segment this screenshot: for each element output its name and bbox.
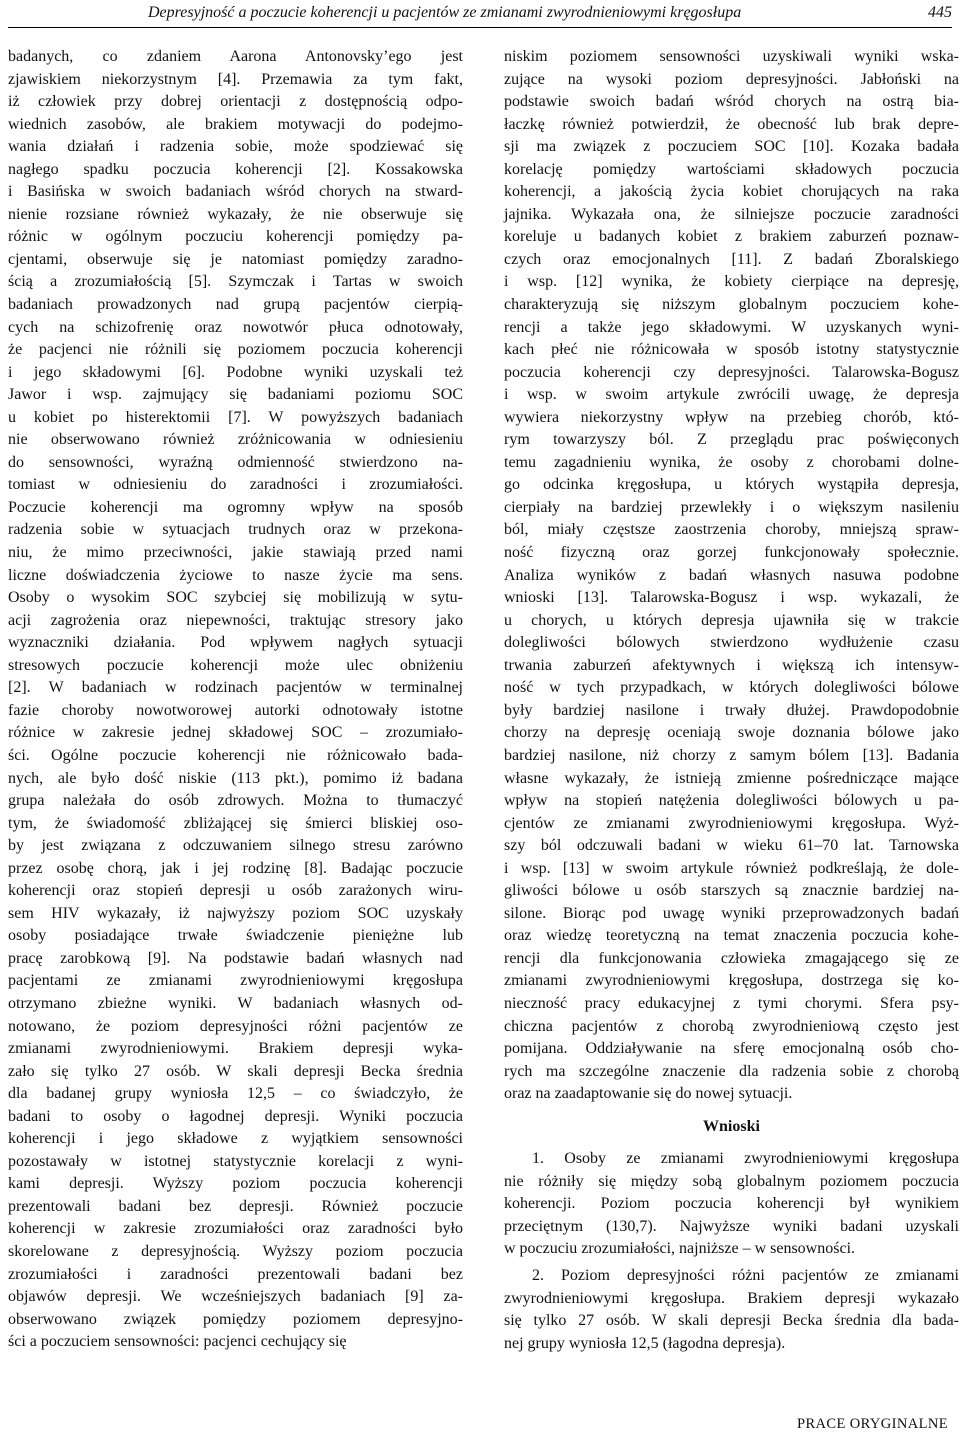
text-line: zmianami zwyrodnieniowymi. Brakiem depresji wyka- <box>8 1040 463 1058</box>
text-line: stresowych poczucie koherencji może ulec obniżeniu <box>8 656 463 674</box>
text-line: [2]. W badaniach w rodzinach pacjentów w terminalnej <box>8 679 463 697</box>
text-line: rencji dla funkcjonowania człowieka zmagającego się ze <box>504 949 959 967</box>
text-line: w poczuciu zrozumiałości, najniższe – w sensowności. <box>504 1240 856 1258</box>
text-line: wiednich zasobów, ale brakiem motywacji do podejmo- <box>8 115 463 133</box>
running-header <box>0 0 960 36</box>
text-line: Analiza wyników z badań własnych nasuwa podobne <box>504 566 959 584</box>
text-line: radzenia sobie w sytuacjach trudnych oraz w przekona- <box>8 521 463 539</box>
text-line: cjentów ze zmianami zwyrodnieniowymi kręgosłupa. Wyż- <box>504 814 959 832</box>
right-column <box>504 46 959 1355</box>
text-line: wania działań i radzenia sobie, może spodziewać się <box>8 138 463 156</box>
left-column <box>8 46 463 1354</box>
text-line: pozostawały w istotnej statystycznie korelacji z wyni- <box>8 1152 463 1170</box>
text-line: nych, ale było dość niskie (113 pkt.), pomimo iż badana <box>8 769 463 787</box>
text-line: obserwowano związek pomiędzy poziomem depresyjno- <box>8 1310 463 1328</box>
text-line: prezentowali badani bez depresji. Również poczucie <box>8 1197 463 1215</box>
text-line: koherencji. Poziom poczucia koherencji był wynikiem <box>504 1195 959 1213</box>
text-line: i wsp. [13] w swoim artykule również podkreślają, że dole- <box>504 859 959 877</box>
text-line: dla badanej grupy wyniosła 12,5 – co świadczyło, że <box>8 1085 463 1103</box>
text-line: wpływ na stopień natężenia dolegliwości bólowych u pa- <box>504 792 959 810</box>
text-line: podstawie swoich badań wśród chorych na ostrą bia- <box>504 93 959 111</box>
text-line: cjentami, obserwuje się je natomiast pomiędzy zaradno- <box>8 250 463 268</box>
text-line: zujące na wysoki poziom depresyjności. Jabłoński na <box>504 70 959 88</box>
text-line: poczucia koherencji czy depresyjności. Talarowska-Bogusz <box>504 363 959 381</box>
section-gap <box>504 1106 959 1116</box>
text-line: nieczność pracy edukacyjnej z tymi chorymi. Sfera psy- <box>504 994 959 1012</box>
text-line: korelację pomiędzy wartościami składowych poczucia <box>504 160 959 178</box>
text-line: badaniach prowadzonych nad grupą pacjentów cierpią- <box>8 296 463 314</box>
text-line: rych ma szczególne znaczenie dla radzenia sobie z chorobą <box>504 1062 959 1080</box>
text-line: tomiast w odniesieniu do zaradności i zrozumiałości. <box>8 476 463 494</box>
section-gap <box>504 1138 959 1148</box>
text-line: i wsp. [12] wynika, że kobiety cierpiące na depresję, <box>504 273 959 291</box>
text-line: nienie rozsiane również wykazały, że nie obserwuje się <box>8 205 463 223</box>
text-line: kach płeć nie różnicowała w sposób istotny statystycznie <box>504 341 959 359</box>
conclusions-heading: Wnioski <box>703 1117 760 1135</box>
text-line: by jest związana z odczuwaniem silnego stresu zarówno <box>8 837 463 855</box>
text-line: wnioski [13]. Talarowska-Bogusz i wsp. wykazali, że <box>504 589 959 607</box>
text-line: cierpiały na bardziej przewlekły i o większym nasileniu <box>504 498 959 516</box>
text-line: kami depresji. Wyższy poziom poczucia koherencji <box>8 1175 463 1193</box>
text-line: do sensowności, wyraźną odmienność stwierdzono na- <box>8 453 463 471</box>
text-line: sji ma związek z poczuciem SOC [10]. Kozaka badała <box>504 138 959 156</box>
text-line: były bardziej nasilone i trwały dłużej. Prawdopodobnie <box>504 701 959 719</box>
conclusion-item-1 <box>504 1148 959 1261</box>
text-line: przeciętnym (130,7). Najwyższe wyniki badani uzyskali <box>504 1217 959 1235</box>
text-line: chorzy na depresję oceniają swoje doznania bólowe jako <box>504 724 959 742</box>
text-line: zało się tylko 27 osób. W skali depresji Becka średnia <box>8 1062 463 1080</box>
text-line: Jawor i wsp. zajmujący się badaniami poziomu SOC <box>8 386 463 404</box>
text-line: przez osobę chorą, jak i jej rodzinę [8]. Badając poczucie <box>8 859 463 877</box>
text-line: ści. Ogólne poczucie koherencji nie różnicowało bada- <box>8 746 463 764</box>
text-line: koherencji i jego składowe z wyjątkiem sensowności <box>8 1130 463 1148</box>
text-line: chiczna pacjentów z chorobą zwyrodnieniową często jest <box>504 1017 959 1035</box>
text-line: niskim poziomem sensowności uzyskiwali wyniki wska- <box>504 48 959 65</box>
text-line: koherencji w zakresie zrozumiałości oraz zaradności było <box>8 1220 463 1238</box>
text-line: i Basińska w swoich badaniach wśród chorych na stward- <box>8 183 463 201</box>
text-line: wywiera niekorzystny wpływ na przebieg chorób, któ- <box>504 408 959 426</box>
text-line: Poczucie koherencji ma ogromny wpływ na sposób <box>8 498 463 516</box>
text-line: fazie choroby nowotworowej autorki odnotowały istotne <box>8 701 463 719</box>
text-line: silone. Biorąc pod uwagę wyniki przeprowadzonych badań <box>504 904 959 922</box>
text-line: czych oraz emocjonalnych [11]. Z badań Zboralskiego <box>504 250 959 268</box>
header-rule <box>8 27 952 28</box>
text-line: zrozumiałości i zaradności prezentowali badani bez <box>8 1265 463 1283</box>
text-line: nie obserwowano również zróżnicowania w odniesieniu <box>8 431 463 449</box>
text-line: ból, miały częstsze zaostrzenia choroby, mniejszą spraw- <box>504 521 959 539</box>
text-line: dolegliwości bólowych stwierdzono wydłużenie czasu <box>504 634 959 652</box>
text-line: zmianami zwyrodnieniowymi kręgosłupa, dostrzega się ko- <box>504 972 959 990</box>
text-line: oraz wiedzę teoretyczną na temat znaczenia poczucia kohe- <box>504 927 959 945</box>
text-line: nie różniły się między sobą globalnym poziomem poczucia <box>504 1172 959 1190</box>
text-line: trwania zaburzeń afektywnych i większą ich intensyw- <box>504 656 959 674</box>
text-line: pacjentami ze zmianami zwyrodnieniowymi kręgosłupa <box>8 972 463 990</box>
text-line: pracę zarobkową [9]. Na podstawie badań własnych nad <box>8 949 463 967</box>
text-line: gliwości bólowe u osób starszych są znacznie bardziej na- <box>504 882 959 900</box>
text-line: i wsp. w swoim artykule zwrócili uwagę, że depresja <box>504 386 959 404</box>
text-line: różnic w ogólnym poczuciu koherencji pomiędzy pa- <box>8 228 463 246</box>
text-line: zwyrodnieniowymi kręgosłupa. Brakiem depresji wykazało <box>504 1289 959 1307</box>
text-line: rym towarzyszy ból. Z przeglądu prac poświęconych <box>504 431 959 449</box>
text-line: iż człowiek przy dobrej orientacji z dostępnością odpo- <box>8 93 463 111</box>
text-line: notowano, że poziom depresyjności różni pacjentów ze <box>8 1017 463 1035</box>
text-line: u kobiet po histerektomii [7]. W powyższych badaniach <box>8 408 463 426</box>
right-column-body <box>504 46 959 1106</box>
text-line: wyznaczniki działania. Pod wpływem nagłych sytuacji <box>8 634 463 652</box>
text-line: koherencji, a jakością życia kobiet chorujących na raka <box>504 183 959 201</box>
running-title: Depresyjność a poczucie koherencji u pacjentów ze zmianami zwyrodnieniowymi kręgosłupa <box>148 4 742 21</box>
text-line: koreluje u badanych kobiet z brakiem zaburzeń poznaw- <box>504 228 959 246</box>
text-line: ność w tych przypadkach, w których dolegliwości bólowe <box>504 679 959 697</box>
text-line: bardziej nasilone, niż chorzy z samym bólem [13]. Badania <box>504 746 959 764</box>
text-line: nagłego spadku poczucia koherencji [2]. Kossakowska <box>8 160 463 178</box>
text-line: własne wykazały, że istnieją zmienne pośredniczące mające <box>504 769 959 787</box>
text-line: cych na schizofrenię oraz nowotwór płuca odnotowały, <box>8 318 463 336</box>
text-line: że pacjenci nie różnili się poziomem poczucia koherencji <box>8 341 463 359</box>
text-line: 1. Osoby ze zmianami zwyrodnieniowymi kręgosłupa <box>532 1150 959 1168</box>
text-line: pomijana. Oddziaływanie na sferę emocjonalną osób cho- <box>504 1040 959 1058</box>
text-line: i jego składowymi [6]. Podobne wyniki uzyskali też <box>8 363 463 381</box>
text-line: liczne doświadczenia życiowe to nasze życie ma sens. <box>8 566 463 584</box>
text-line: zjawiskiem niekorzystnym [4]. Przemawia za tym fakt, <box>8 70 463 88</box>
text-line: grupa należała do osób zdrowych. Można to tłumaczyć <box>8 792 463 810</box>
text-line: sem HIV wykazały, iż najwyższy poziom SOC uzyskały <box>8 904 463 922</box>
text-line: łaczkę również potwierdził, że obecność lub brak depre- <box>504 115 959 133</box>
text-line: oraz na zaadaptowanie się do nowej sytuacji. <box>504 1085 793 1103</box>
text-line: różnice w zakresie jednej składowej SOC – zrozumiało- <box>8 724 463 742</box>
text-line: charakteryzują się niższym globalnym poczuciem kohe- <box>504 296 959 314</box>
text-line: koherencji oraz stopień depresji u osób zarażonych wiru- <box>8 882 463 900</box>
text-line: osoby posiadające trwałe świadczenie pieniężne lub <box>8 927 463 945</box>
text-line: rencji a także jego składowymi. W uzyskanych wyni- <box>504 318 959 336</box>
text-line: Osoby o wysokim SOC szybciej się mobilizują w sytu- <box>8 589 463 607</box>
text-line: nej grupy wyniosła 12,5 (łagodna depresja). <box>504 1334 786 1352</box>
text-line: badanych, co zdaniem Aarona Antonovsky’ego jest <box>8 48 463 65</box>
page-number: 445 <box>928 4 952 21</box>
text-line: jajnika. Wykazała ona, że silniejsze poczucie zaradności <box>504 205 959 223</box>
text-line: objawów depresji. We wcześniejszych badaniach [9] za- <box>8 1288 463 1306</box>
conclusion-item-2 <box>504 1265 959 1355</box>
text-line: ści a poczuciem sensowności: pacjenci cechujący się <box>8 1333 347 1351</box>
text-line: szy ból odczuwali badani w wieku 61–70 lat. Tarnowska <box>504 837 959 855</box>
text-line: ścią a zrozumiałością [5]. Szymczak i Tartas w swoich <box>8 273 463 291</box>
text-line: tym, że świadomość zbliżającej się śmierci bliskiej oso- <box>8 814 463 832</box>
text-line: ność fizyczną oraz gorzej funkcjonowały społecznie. <box>504 544 959 562</box>
text-line: 2. Poziom depresyjności różni pacjentów ze zmianami <box>532 1266 959 1284</box>
text-line: temu zagadnieniu wynika, że osoby z chorobami dolne- <box>504 453 959 471</box>
text-line: otrzymano zbieżne wyniki. W badaniach własnych od- <box>8 994 463 1012</box>
text-line: skorelowane z depresyjnością. Wyższy poziom poczucia <box>8 1242 463 1260</box>
text-line: się tylko 27 osób. W skali depresji Becka średnia dla bada- <box>504 1312 959 1330</box>
text-line: niu, że mimo przeciwności, jakie stawiają przed nami <box>8 544 463 562</box>
text-line: acji zagrożenia oraz niepewności, traktując stresory jako <box>8 611 463 629</box>
section-footer: PRACE ORYGINALNE <box>797 1416 949 1432</box>
text-line: badani to osoby o łagodnej depresji. Wyniki poczucia <box>8 1107 463 1125</box>
text-line: go odcinka kręgosłupa, u których wystąpiła depresja, <box>504 476 959 494</box>
text-line: u chorych, u których depresja ujawniła się w trakcie <box>504 611 959 629</box>
